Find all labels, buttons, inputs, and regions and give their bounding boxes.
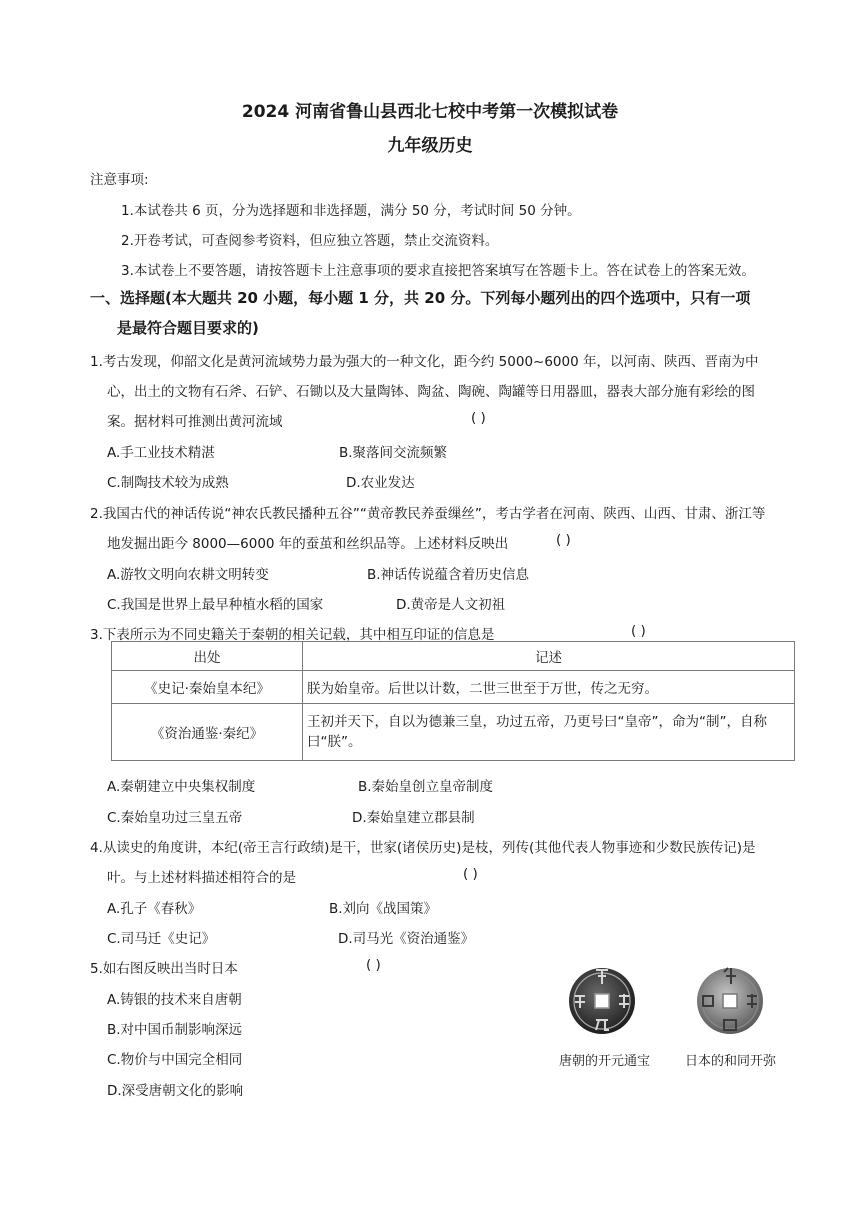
wadokaichin-coin [697,968,763,1034]
q4-text: 叶。与上述材料描述相符合的是 [107,870,296,886]
table-row [112,671,795,704]
q5-text: 5.如右图反映出当时日本 [90,961,238,977]
q4-option-b: B.刘向《战国策》 [329,901,438,917]
q1-option-b: B.聚落间交流频繁 [339,445,448,461]
q1-answer-bracket: ( ) [471,410,486,426]
q2-option-b: B.神话传说蕴含着历史信息 [367,567,530,583]
note-item: 2.开卷考试，可查阅参考资料，但应独立答题，禁止交流资料。 [121,233,499,249]
q5-option-a: A.铸银的技术来自唐朝 [107,992,242,1008]
table-cell-source: 《史记·秦始皇本纪》 [112,671,303,704]
q4-text: 4.从读史的角度讲，本纪(帝王言行政绩)是干，世家(诸侯历史)是枝，列传(其他代表人物事迹和少数民族传记)是 [90,840,756,856]
q3-option-d: D.秦始皇建立郡县制 [352,810,475,826]
q2-option-c: C.我国是世界上最早种植水稻的国家 [107,597,324,613]
q2-text: 地发掘出距今 8000—6000 年的蚕茧和丝织品等。上述材料反映出 [107,536,509,552]
q2-text: 2.我国古代的神话传说“神农氏教民播种五谷”“黄帝教民养蚕缫丝”，考古学者在河南、陕西、山西、甘肃、浙江等 [90,506,766,522]
note-item: 1.本试卷共 6 页，分为选择题和非选择题，满分 50 分，考试时间 50 分钟。 [121,203,581,219]
coins-figure [555,958,800,1073]
q1-text: 心，出土的文物有石斧、石铲、石锄以及大量陶钵、陶盆、陶碗、陶罐等日用器皿，器表大部分施有彩绘的图 [107,384,755,400]
coin-caption-right: 日本的和同开弥 [685,1054,777,1069]
q1-option-c: C.制陶技术较为成熟 [107,475,229,491]
note-item: 3.本试卷上不要答题，请按答题卡上注意事项的要求直接把答案填写在答题卡上。答在试卷上的答案无效。 [121,263,755,279]
table-cell-record: 王初并天下，自以为德兼三皇，功过五帝，乃更号曰“皇帝”，命为“制”，自称曰“朕”。 [303,704,795,761]
q2-option-a: A.游牧文明向农耕文明转变 [107,567,269,583]
notes-heading: 注意事项: [90,172,149,188]
table-header-source: 出处 [112,642,303,671]
q2-option-d: D.黄帝是人文初祖 [396,597,506,613]
records-table [111,641,795,761]
q5-answer-bracket: ( ) [366,957,381,973]
table-row [112,704,795,761]
q1-text: 1.考古发现，仰韶文化是黄河流域势力最为强大的一种文化，距今约 5000~6000 年，以河南、陕西、晋南为中 [90,354,759,370]
q3-option-c: C.秦始皇功过三皇五帝 [107,810,243,826]
q4-option-c: C.司马迁《史记》 [107,931,216,947]
kaiyuan-coin [569,968,635,1034]
q1-option-d: D.农业发达 [346,475,415,491]
q3-option-a: A.秦朝建立中央集权制度 [107,779,256,795]
q3-text: 3.下表所示为不同史籍关于秦朝的相关记载，其中相互印证的信息是 [90,627,495,643]
q3-option-b: B.秦始皇创立皇帝制度 [358,779,494,795]
exam-subtitle: 九年级历史 [387,136,473,156]
section-heading: 一、选择题(本大题共 20 小题，每小题 1 分，共 20 分。下列每小题列出的四个选项中，只有一项 [90,289,751,307]
q1-text: 案。据材料可推测出黄河流域 [107,414,283,430]
q5-option-b: B.对中国币制影响深远 [107,1022,243,1038]
section-heading-cont: 是最符合题目要求的) [117,319,259,337]
exam-title: 2024 河南省鲁山县西北七校中考第一次模拟试卷 [241,102,619,122]
table-cell-record: 朕为始皇帝。后世以计数，二世三世至于万世，传之无穷。 [303,671,795,704]
table-cell-source: 《资治通鉴·秦纪》 [112,704,303,761]
q2-answer-bracket: ( ) [556,532,571,548]
table-header-record: 记述 [303,642,795,671]
coin-caption-left: 唐朝的开元通宝 [559,1054,651,1069]
q5-option-d: D.深受唐朝文化的影响 [107,1083,244,1099]
q4-option-a: A.孔子《春秋》 [107,901,202,917]
table-header-row [112,642,795,671]
q4-answer-bracket: ( ) [463,866,478,882]
q4-option-d: D.司马光《资治通鉴》 [338,931,475,947]
q5-option-c: C.物价与中国完全相同 [107,1052,243,1068]
q1-option-a: A.手工业技术精湛 [107,445,215,461]
q3-answer-bracket: ( ) [631,623,646,639]
